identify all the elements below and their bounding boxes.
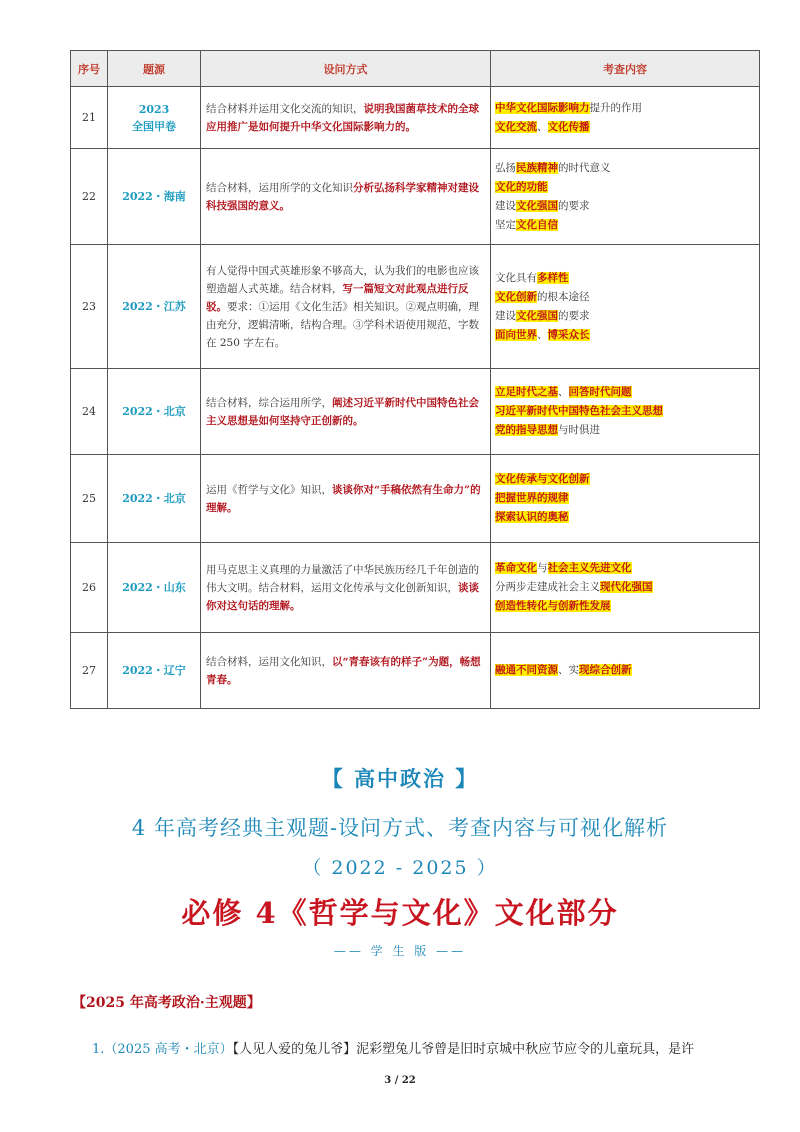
- content-line: [495, 197, 755, 216]
- main-title: 4 年高考经典主观题-设问方式、考查内容与可视化解析: [131, 816, 669, 840]
- row-content: [491, 633, 760, 709]
- row-content: [491, 543, 760, 633]
- edition-label: —— 学 生 版 ——: [333, 944, 467, 958]
- highlighted-keyword: 立足时代之基: [495, 386, 558, 398]
- content-line: [495, 597, 755, 616]
- book-title: 必修 4《哲学与文化》文化部分: [181, 896, 619, 930]
- table-row: [71, 633, 760, 709]
- content-text: 、实: [558, 664, 579, 676]
- content-line: [495, 269, 755, 288]
- row-question: [201, 543, 491, 633]
- row-question: [201, 149, 491, 245]
- question-emphasis: 阐述习近平新时代中国特色社会主义思想是如何坚持守正创新的。: [206, 396, 479, 427]
- highlighted-keyword: 文化传播: [547, 120, 590, 133]
- highlighted-keyword: 把握世界的规律: [495, 492, 569, 504]
- content-text: 、: [537, 120, 548, 133]
- row-source: [108, 633, 201, 709]
- row-number: 21: [71, 87, 108, 149]
- row-source: [108, 543, 201, 633]
- content-text: 建设: [495, 199, 516, 212]
- content-line: [495, 470, 755, 489]
- content-line: [495, 178, 755, 197]
- section-heading: 【2025 年高考政治·主观题】: [72, 995, 261, 1011]
- content-text: 的根本途径: [537, 290, 590, 303]
- source-line: 2022・海南: [122, 190, 186, 203]
- row-source: [108, 455, 201, 543]
- content-line: [495, 288, 755, 307]
- highlighted-keyword: 文化的功能: [495, 180, 548, 193]
- highlighted-keyword: 创造性转化与创新性发展: [495, 600, 611, 612]
- row-question: [201, 633, 491, 709]
- highlighted-keyword: 回答时代问题: [568, 386, 632, 398]
- content-text: 的要求: [558, 309, 590, 322]
- content-text: 分两步走建成社会主义: [495, 581, 600, 593]
- question-emphasis: 分析弘扬科学家精神对建设科技强国的意义。: [206, 181, 479, 212]
- highlighted-keyword: 文化自信: [516, 218, 558, 231]
- question-emphasis: 谈谈你对“手稿依然有生命力”的理解。: [206, 483, 481, 514]
- table-row: [71, 369, 760, 455]
- highlighted-keyword: 文化强国: [516, 199, 558, 212]
- question-text: 要求：①运用《文化生活》相关知识。②观点明确，理由充分，逻辑清晰，结构合理。③学科术语使用规范，字数在 250 字左右。: [206, 300, 479, 349]
- question-text: 结合材料，综合运用所学，: [206, 396, 332, 409]
- highlighted-keyword: 探索认识的奥秘: [495, 511, 569, 523]
- highlighted-keyword: 文化强国: [516, 309, 558, 322]
- highlighted-keyword: 融通不同资源: [495, 664, 558, 676]
- source-line: 2022・北京: [122, 405, 186, 418]
- row-number: 22: [71, 149, 108, 245]
- content-line: [495, 216, 755, 235]
- table-body: [71, 87, 760, 709]
- row-number: 26: [71, 543, 108, 633]
- content-text: 弘扬: [495, 161, 516, 174]
- content-line: [495, 421, 755, 440]
- header-number: 序号: [71, 51, 108, 87]
- source-line: 2023: [138, 102, 170, 116]
- header-question-style: 设问方式: [201, 51, 491, 87]
- content-text: 提升的作用: [589, 101, 642, 114]
- highlighted-keyword: 革命文化: [495, 562, 537, 574]
- row-number: 24: [71, 369, 108, 455]
- highlighted-keyword: 党的指导思想: [495, 424, 558, 436]
- content-text: 建设: [495, 309, 516, 322]
- row-question: [201, 455, 491, 543]
- row-content: [491, 245, 760, 369]
- content-line: [495, 307, 755, 326]
- highlighted-keyword: 习近平新时代中国特色社会主义思想: [495, 405, 663, 417]
- source-line: 2022・江苏: [122, 300, 186, 313]
- content-text: 的时代意义: [558, 161, 611, 174]
- row-content: [491, 87, 760, 149]
- row-question: [201, 369, 491, 455]
- question-text: 结合材料，运用所学的文化知识: [206, 181, 353, 194]
- question-text: 结合材料，运用文化知识，: [206, 655, 332, 668]
- row-source: [108, 87, 201, 149]
- question-tag: 1.（2025 高考・北京）: [92, 1042, 233, 1057]
- content-line: [495, 578, 755, 597]
- question-text: 运用《哲学与文化》知识，: [206, 483, 332, 496]
- table-row: [71, 87, 760, 149]
- row-content: [491, 149, 760, 245]
- question-emphasis: 以“青春该有的样子”为题，畅想青春。: [206, 655, 481, 686]
- question-text: 结合材料并运用文化交流的知识，: [206, 102, 364, 115]
- row-source: [108, 245, 201, 369]
- page-number: 3 / 22: [384, 1075, 416, 1086]
- question-emphasis: 写一篇短文对此观点进行反驳。: [206, 282, 469, 313]
- question-emphasis: 谈谈你对这句话的理解。: [206, 581, 479, 612]
- year-range: （ 2022 - 2025 ）: [302, 857, 498, 879]
- highlighted-keyword: 博采众长: [547, 328, 590, 341]
- content-text: 文化具有: [495, 271, 537, 284]
- row-content: [491, 455, 760, 543]
- highlighted-keyword: 文化交流: [495, 120, 537, 133]
- highlighted-keyword: 面向世界: [495, 328, 537, 341]
- highlighted-keyword: 现代化强国: [600, 581, 653, 593]
- question-table-container: [70, 50, 759, 709]
- question-emphasis: 说明我国菌草技术的全球应用推广是如何提升中华文化国际影响力的。: [206, 102, 479, 133]
- highlighted-keyword: 民族精神: [516, 161, 558, 174]
- content-text: 、: [537, 328, 548, 341]
- content-text: 与: [537, 562, 548, 574]
- row-question: [201, 87, 491, 149]
- first-question: [92, 1038, 782, 1057]
- content-line: [495, 118, 755, 137]
- table-header-row: [71, 51, 760, 87]
- row-number: 27: [71, 633, 108, 709]
- source-line: 2022・北京: [122, 492, 186, 505]
- table-row: [71, 149, 760, 245]
- highlighted-keyword: 社会主义先进文化: [547, 562, 632, 574]
- content-text: 坚定: [495, 218, 516, 231]
- header-exam-content: 考查内容: [491, 51, 760, 87]
- header-source: 题源: [108, 51, 201, 87]
- row-source: [108, 369, 201, 455]
- question-text: 用马克思主义真理的力量激活了中华民族历经几千年创造的伟大文明。结合材料，运用文化传承与文化创新知识，: [206, 563, 479, 594]
- highlighted-keyword: 文化传承与文化创新: [495, 473, 590, 485]
- content-line: [495, 383, 755, 402]
- subject-title: 【 高中政治 】: [321, 766, 479, 791]
- table-row: [71, 455, 760, 543]
- question-text: 有人觉得中国式英雄形象不够高大，认为我们的电影也应该塑造超人式英雄。结合材料，: [206, 264, 479, 295]
- row-number: 25: [71, 455, 108, 543]
- highlighted-keyword: 多样性: [537, 271, 569, 284]
- content-text: 、: [558, 386, 569, 398]
- table-row: [71, 543, 760, 633]
- question-text: 【人见人爱的兔儿爷】泥彩塑兔儿爷曾是旧时京城中秋应节应令的儿童玩具，是许: [232, 1042, 695, 1057]
- content-text: 与时俱进: [558, 424, 600, 436]
- highlighted-keyword: 文化创新: [495, 290, 537, 303]
- question-table: [70, 50, 760, 709]
- row-source: [108, 149, 201, 245]
- content-line: [495, 402, 755, 421]
- table-row: [71, 245, 760, 369]
- content-line: [495, 661, 755, 680]
- content-line: [495, 508, 755, 527]
- row-content: [491, 369, 760, 455]
- highlighted-keyword: 现综合创新: [579, 664, 632, 676]
- content-text: 的要求: [558, 199, 590, 212]
- content-line: [495, 326, 755, 345]
- content-line: [495, 559, 755, 578]
- row-number: 23: [71, 245, 108, 369]
- source-line: 2022・山东: [122, 581, 186, 594]
- row-question: [201, 245, 491, 369]
- source-line: 全国甲卷: [132, 119, 176, 133]
- content-line: [495, 99, 755, 118]
- source-line: 2022・辽宁: [122, 664, 186, 677]
- highlighted-keyword: 中华文化国际影响力: [495, 101, 590, 114]
- content-line: [495, 489, 755, 508]
- content-line: [495, 159, 755, 178]
